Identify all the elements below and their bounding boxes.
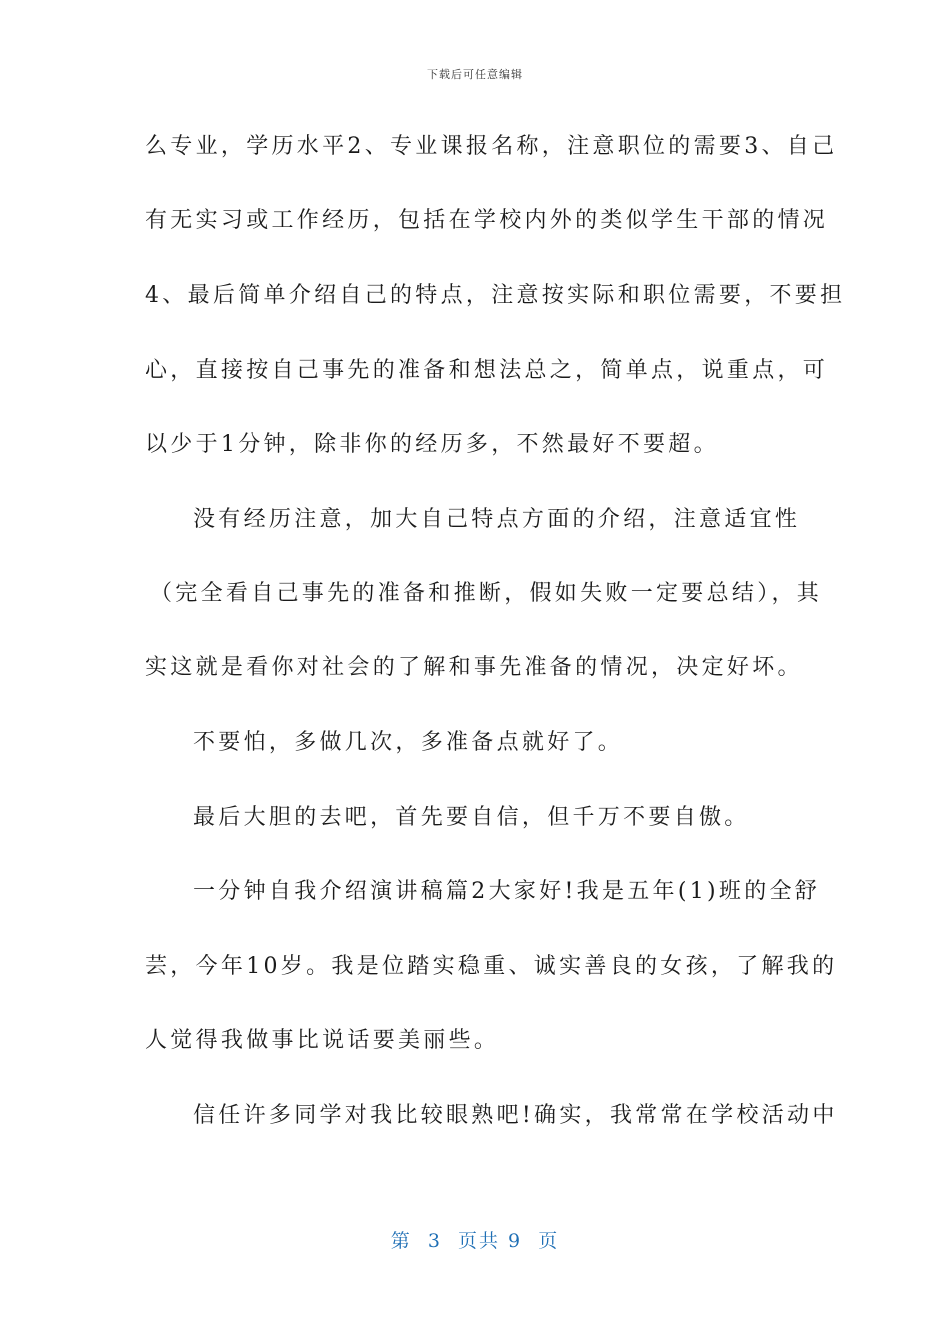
text-line: 以少于1分钟，除非你的经历多，不然最好不要超。: [145, 432, 719, 457]
paragraph-first-line: 不要怕，多做几次，多准备点就好了。: [193, 730, 624, 755]
text-line: 人觉得我做事比说话要美丽些。: [145, 1028, 500, 1053]
page-header: 下载后可任意编辑: [427, 68, 523, 81]
text-line: 心，直接按自己事先的准备和想法总之，简单点，说重点，可: [145, 358, 829, 383]
paragraph-first-line: 信任许多同学对我比较眼熟吧!确实，我常常在学校活动中: [193, 1103, 838, 1128]
text-line: 实这就是看你对社会的了解和事先准备的情况，决定好坏。: [145, 655, 803, 680]
paragraph-first-line: 没有经历注意，加大自己特点方面的介绍，注意适宜性: [193, 507, 801, 532]
paragraph-first-line: 一分钟自我介绍演讲稿篇2大家好!我是五年(1)班的全舒: [193, 879, 821, 904]
text-line: 有无实习或工作经历，包括在学校内外的类似学生干部的情况: [145, 208, 829, 233]
page-number-footer: 第 3 页共 9 页: [390, 1230, 560, 1252]
text-line: 芸，今年10岁。我是位踏实稳重、诚实善良的女孩，了解我的: [145, 954, 838, 979]
text-line: （完全看自己事先的准备和推断，假如失败一定要总结），其: [150, 581, 823, 606]
paragraph-first-line: 最后大胆的去吧，首先要自信，但千万不要自傲。: [193, 805, 750, 830]
text-line: 么专业，学历水平2、专业课报名称，注意职位的需要3、自己: [145, 134, 838, 159]
text-line: 4、最后简单介绍自己的特点，注意按实际和职位需要，不要担: [145, 283, 846, 308]
